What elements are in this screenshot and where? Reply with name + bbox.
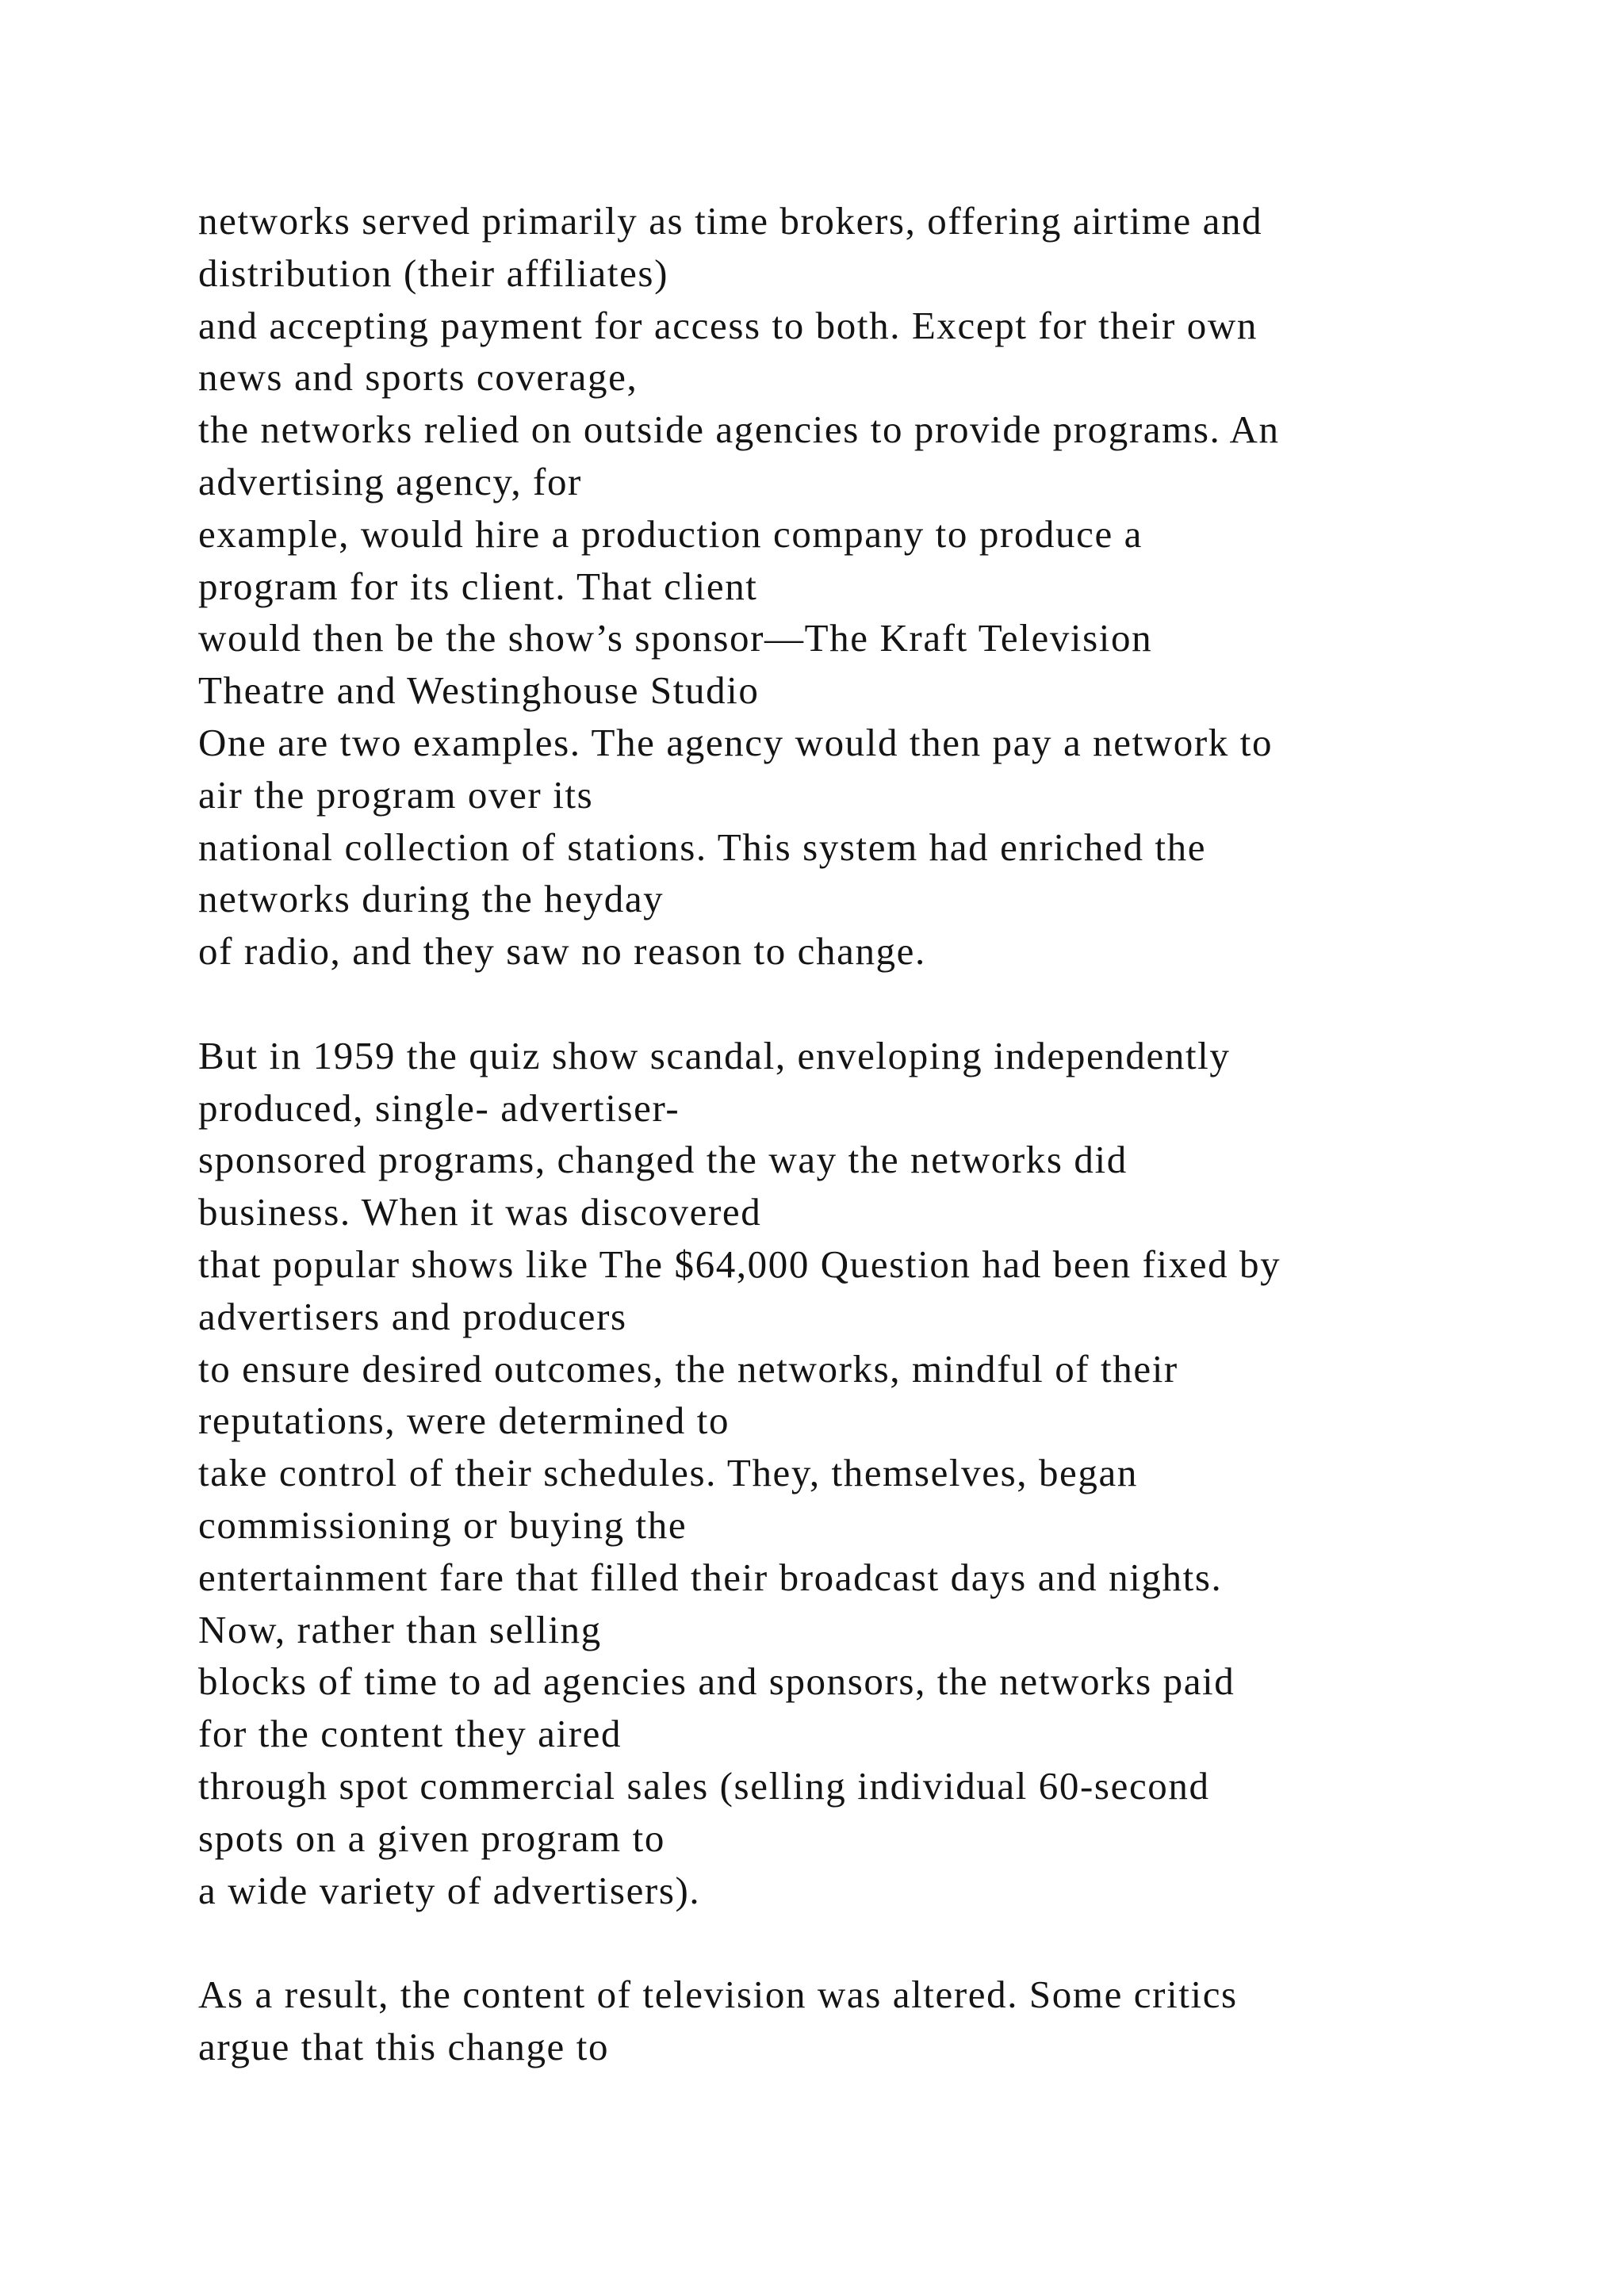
paragraph-break	[198, 1916, 1483, 1969]
text-line: would then be the show’s sponsor—The Kraft Television	[198, 616, 1153, 660]
text-line: example, would hire a production company to produce a	[198, 511, 1143, 556]
text-line: Theatre and Westinghouse Studio	[198, 668, 760, 713]
text-line: Now, rather than selling	[198, 1607, 602, 1651]
text-line: As a result, the content of television was altered. Some critics	[198, 1973, 1238, 2017]
text-line: networks during the heyday	[198, 877, 665, 921]
text-line: program for its client. That client	[198, 564, 758, 608]
text-line: But in 1959 the quiz show scandal, enveloping independently	[198, 1033, 1231, 1077]
text-line: reputations, were determined to	[198, 1399, 730, 1443]
text-line: take control of their schedules. They, themselves, began	[198, 1451, 1138, 1495]
text-line: through spot commercial sales (selling individual 60-second	[198, 1763, 1210, 1808]
text-line: a wide variety of advertisers).	[198, 1868, 701, 1912]
text-line: the networks relied on outside agencies to provide programs. An	[198, 408, 1280, 452]
text-line: networks served primarily as time brokers, offering airtime and	[198, 199, 1263, 243]
text-line: national collection of stations. This system had enriched the	[198, 825, 1207, 869]
text-line: blocks of time to ad agencies and sponsors, the networks paid	[198, 1659, 1235, 1704]
text-line: argue that this change to	[198, 2024, 610, 2068]
text-line: commissioning or buying the	[198, 1502, 688, 1547]
text-line: of radio, and they saw no reason to change.	[198, 929, 926, 974]
text-line: to ensure desired outcomes, the networks, mindful of their	[198, 1346, 1178, 1391]
text-line: and accepting payment for access to both. Except for their own	[198, 303, 1258, 347]
text-line: that popular shows like The $64,000 Question had been fixed by	[198, 1242, 1281, 1286]
text-line: distribution (their affiliates)	[198, 251, 669, 295]
text-line: entertainment fare that filled their broadcast days and nights.	[198, 1555, 1223, 1599]
text-line: produced, single- advertiser-	[198, 1085, 680, 1130]
body-text	[198, 195, 1483, 2073]
text-line: One are two examples. The agency would then pay a network to	[198, 720, 1274, 764]
text-line: advertisers and producers	[198, 1294, 627, 1338]
text-line: for the content they aired	[198, 1712, 622, 1756]
text-line: advertising agency, for	[198, 459, 582, 503]
text-line: spots on a given program to	[198, 1816, 665, 1860]
text-line: air the program over its	[198, 772, 594, 817]
paragraph-break	[198, 978, 1483, 1030]
text-line: news and sports coverage,	[198, 355, 638, 400]
text-line: business. When it was discovered	[198, 1190, 762, 1234]
text-line: sponsored programs, changed the way the networks did	[198, 1138, 1128, 1182]
